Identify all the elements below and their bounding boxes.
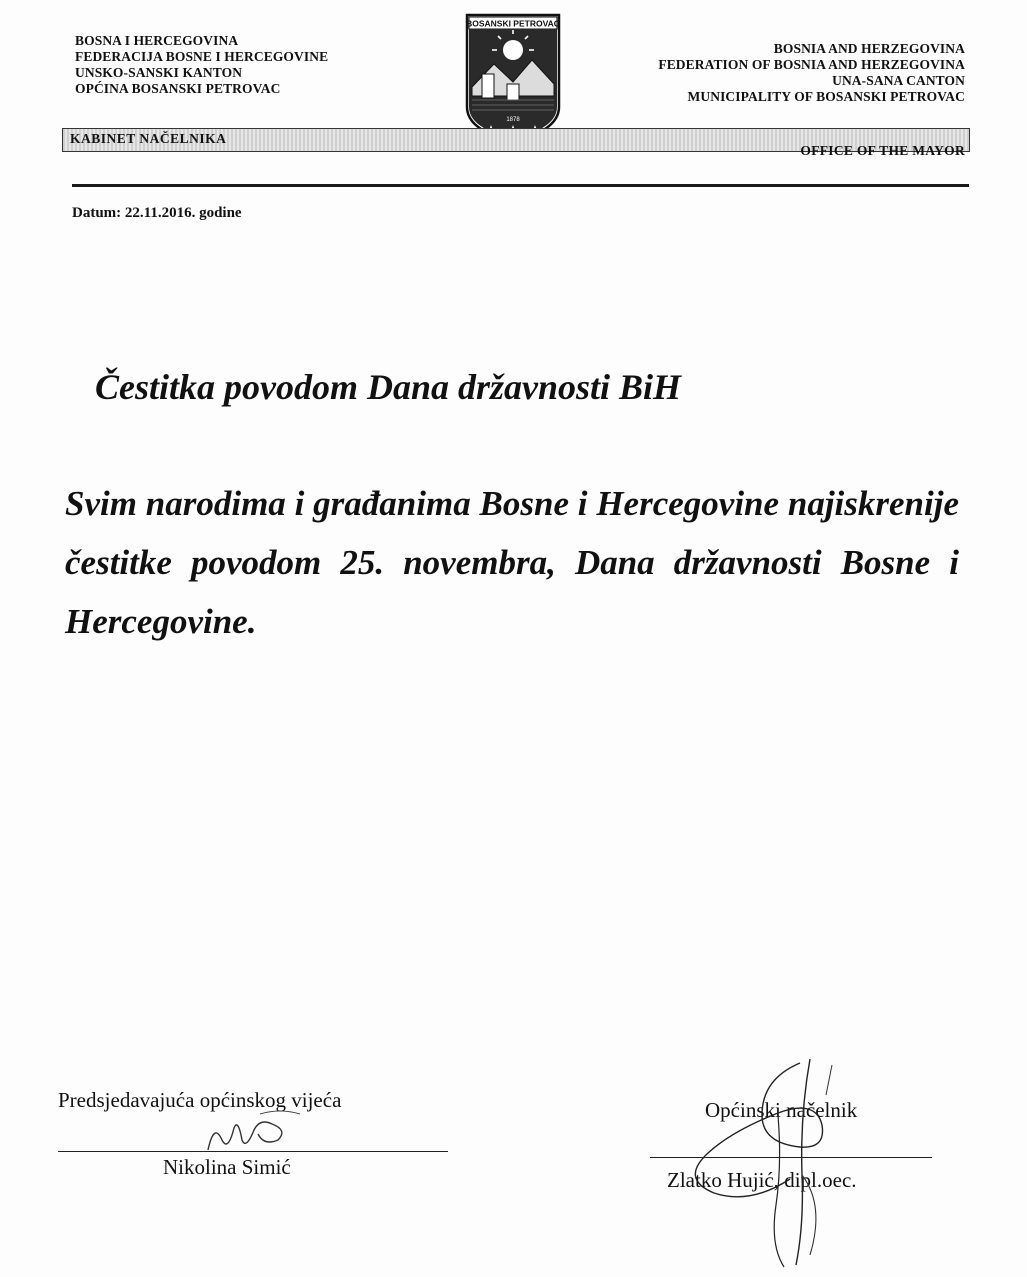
office-label-left: KABINET NAČELNIKA bbox=[70, 131, 227, 146]
header-divider bbox=[72, 184, 969, 187]
signatory-right-title: Općinski načelnik bbox=[705, 1098, 858, 1122]
header-right-block bbox=[658, 41, 965, 105]
header-left-line: FEDERACIJA BOSNE I HERCEGOVINE bbox=[75, 49, 329, 64]
header-right-line: BOSNIA AND HERZEGOVINA bbox=[773, 41, 965, 56]
crest-year: 1878 bbox=[506, 117, 520, 123]
header-left-line: BOSNA I HERCEGOVINA bbox=[75, 33, 239, 48]
office-label-right: OFFICE OF THE MAYOR bbox=[800, 143, 965, 158]
signature-line-left bbox=[58, 1151, 448, 1152]
header-right-line: UNA-SANA CANTON bbox=[832, 73, 965, 88]
header-left-line: UNSKO-SANSKI KANTON bbox=[75, 65, 243, 80]
document-body: Svim narodima i građanima Bosne i Hercegovine najiskrenije čestitke povodom 25. novembra, Dana državnosti Bosne i Hercegovine. bbox=[65, 484, 959, 641]
municipality-crest-icon bbox=[464, 12, 562, 144]
signatory-left-name: Nikolina Simić bbox=[163, 1155, 291, 1179]
signature-line-right bbox=[650, 1157, 932, 1158]
handwritten-signature-right bbox=[650, 1055, 860, 1270]
header-left-block bbox=[75, 33, 328, 97]
signatory-left-title: Predsjedavajuća općinskog vijeća bbox=[58, 1088, 342, 1112]
document-date: Datum: 22.11.2016. godine bbox=[72, 205, 242, 221]
crest-label: BOSANSKI PETROVAC bbox=[466, 18, 560, 29]
signatory-right-name: Zlatko Hujić, dipl.oec. bbox=[667, 1168, 857, 1192]
document-title: Čestitka povodom Dana državnosti BiH bbox=[95, 367, 682, 407]
header-right-line: MUNICIPALITY OF BOSANSKI PETROVAC bbox=[687, 89, 965, 104]
header-left-line: OPĆINA BOSANSKI PETROVAC bbox=[75, 81, 281, 96]
header-right-line: FEDERATION OF BOSNIA AND HERZEGOVINA bbox=[658, 57, 965, 72]
